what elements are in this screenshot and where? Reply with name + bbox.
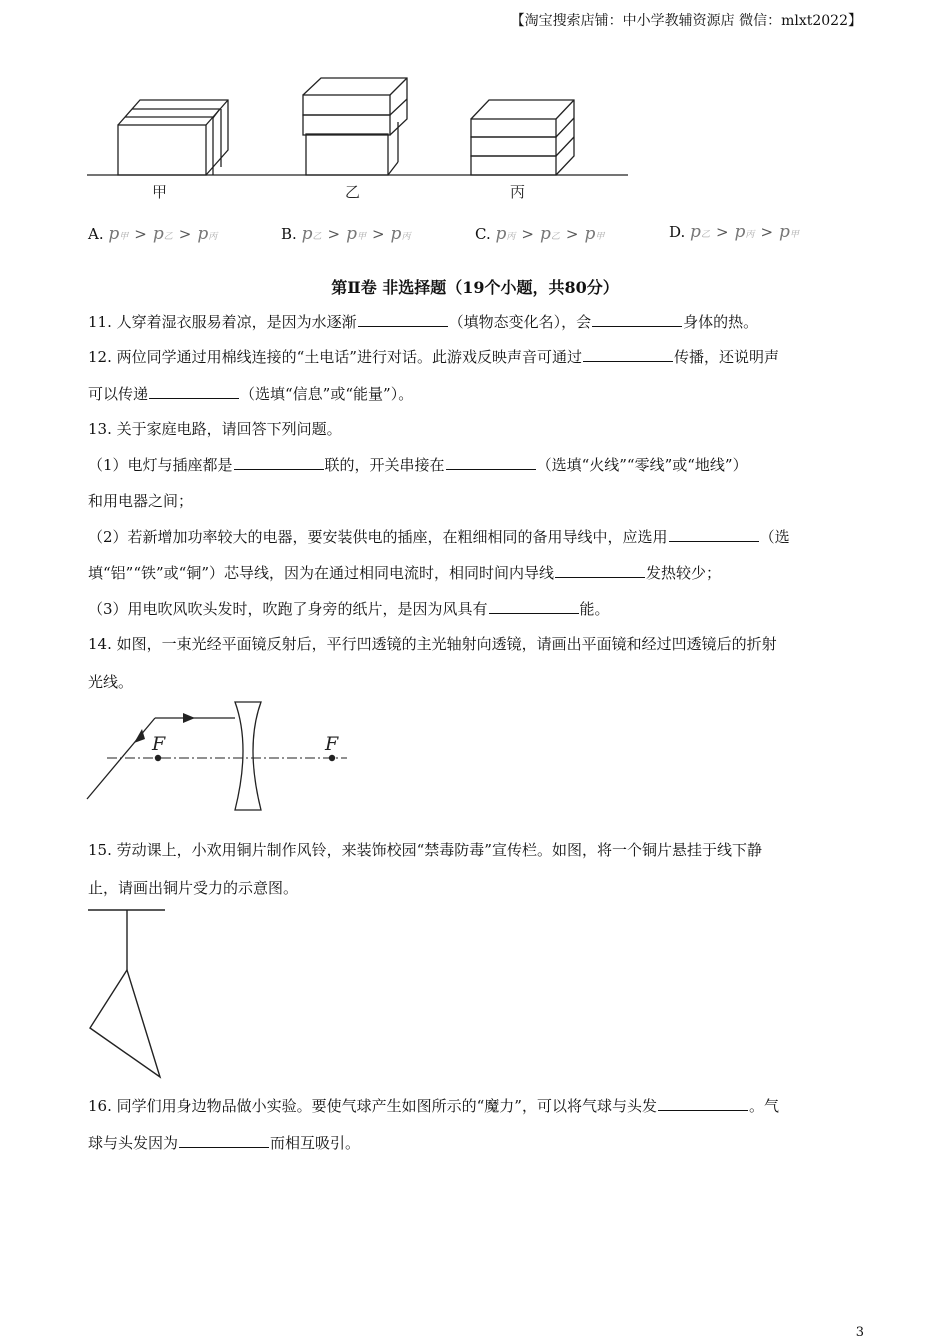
subscript: 甲 bbox=[595, 232, 605, 242]
answer-blank[interactable] bbox=[446, 455, 536, 470]
answer-blank[interactable] bbox=[555, 563, 645, 578]
answer-blank[interactable] bbox=[149, 384, 239, 399]
option-c: C. p丙 > p乙 > p甲 bbox=[475, 224, 605, 244]
answer-blank[interactable] bbox=[592, 312, 682, 327]
option-a: A. p甲 > p乙 > p丙 bbox=[88, 224, 218, 244]
answer-blank[interactable] bbox=[489, 599, 579, 614]
question-15-line1: 15. 劳动课上，小欢用铜片制作风铃，来装饰校园“禁毒防毒”宣传栏。如图，将一个铜片悬挂于线下静 bbox=[88, 841, 762, 859]
lens-figure bbox=[85, 696, 355, 814]
question-14-line1: 14. 如图，一束光经平面镜反射后，平行凹透镜的主光轴射向透镜，请画出平面镜和经过凹透镜后的折射 bbox=[88, 635, 777, 653]
page-header: 【淘宝搜索店铺：中小学教辅资源店 微信：mlxt2022】 bbox=[510, 13, 862, 29]
subscript: 甲 bbox=[356, 232, 366, 242]
question-15-line2: 止，请画出铜片受力的示意图。 bbox=[88, 879, 299, 897]
answer-blank[interactable] bbox=[179, 1133, 269, 1148]
question-13-part2: （2）若新增加功率较大的电器，要安装供电的插座，在粗细相同的备用导线中，应选用 （选 bbox=[88, 528, 790, 546]
answer-blank[interactable] bbox=[583, 347, 673, 362]
option-b: B. p乙 > p甲 > p丙 bbox=[281, 224, 411, 244]
subscript: 甲 bbox=[789, 230, 799, 240]
option-d: D. p乙 > p丙 > p甲 bbox=[669, 222, 799, 242]
question-14-line2: 光线。 bbox=[88, 673, 134, 691]
question-16-line2: 球与头发因为 而相互吸引。 bbox=[88, 1134, 361, 1152]
question-13-title: 13. 关于家庭电路，请回答下列问题。 bbox=[88, 420, 342, 438]
answer-blank[interactable] bbox=[658, 1096, 748, 1111]
subscript: 丙 bbox=[208, 232, 218, 242]
subscript: 丙 bbox=[506, 232, 516, 242]
question-13-part2-cont: 填“铝”“铁”或“铜”）芯导线，因为在通过相同电流时，相同时间内导线 发热较少； bbox=[88, 564, 722, 582]
question-16-line1: 16. 同学们用身边物品做小实验。要使气球产生如图所示的“魔力”，可以将气球与头发 。气 bbox=[88, 1097, 779, 1115]
page-number: 3 bbox=[855, 1325, 864, 1340]
question-11: 11. 人穿着湿衣服易着凉，是因为水逐渐 （填物态变化名），会 身体的热。 bbox=[88, 313, 759, 331]
label-yi: 乙 bbox=[345, 183, 361, 201]
question-13-part1: （1）电灯与插座都是 联的，开关串接在 （选填“火线”“零线”或“地线”） bbox=[88, 456, 748, 474]
focus-label-left: F bbox=[152, 733, 166, 755]
answer-blank[interactable] bbox=[358, 312, 448, 327]
wind-chime-figure bbox=[85, 905, 175, 1080]
answer-blank[interactable] bbox=[669, 527, 759, 542]
subscript: 乙 bbox=[700, 230, 710, 240]
subscript: 乙 bbox=[312, 232, 322, 242]
blocks-figure bbox=[85, 72, 635, 202]
question-12-line1: 12. 两位同学通过用棉线连接的“土电话”进行对话。此游戏反映声音可通过 传播，还说明声 bbox=[88, 348, 779, 366]
question-13-part3: （3）用电吹风吹头发时，吹跑了身旁的纸片，是因为风具有 能。 bbox=[88, 600, 610, 618]
question-12-line2: 可以传递 （选填“信息”或“能量”）。 bbox=[88, 385, 414, 403]
subscript: 丙 bbox=[745, 230, 755, 240]
answer-blank[interactable] bbox=[234, 455, 324, 470]
subscript: 乙 bbox=[163, 232, 173, 242]
focus-label-right: F bbox=[325, 733, 339, 755]
label-bing: 丙 bbox=[510, 183, 526, 201]
section-title: 第Ⅱ卷 非选择题（19个小题，共80分） bbox=[331, 278, 619, 297]
subscript: 甲 bbox=[119, 232, 129, 242]
subscript: 乙 bbox=[550, 232, 560, 242]
question-13-part1-cont: 和用电器之间； bbox=[88, 492, 194, 510]
label-jia: 甲 bbox=[152, 183, 168, 201]
subscript: 丙 bbox=[401, 232, 411, 242]
